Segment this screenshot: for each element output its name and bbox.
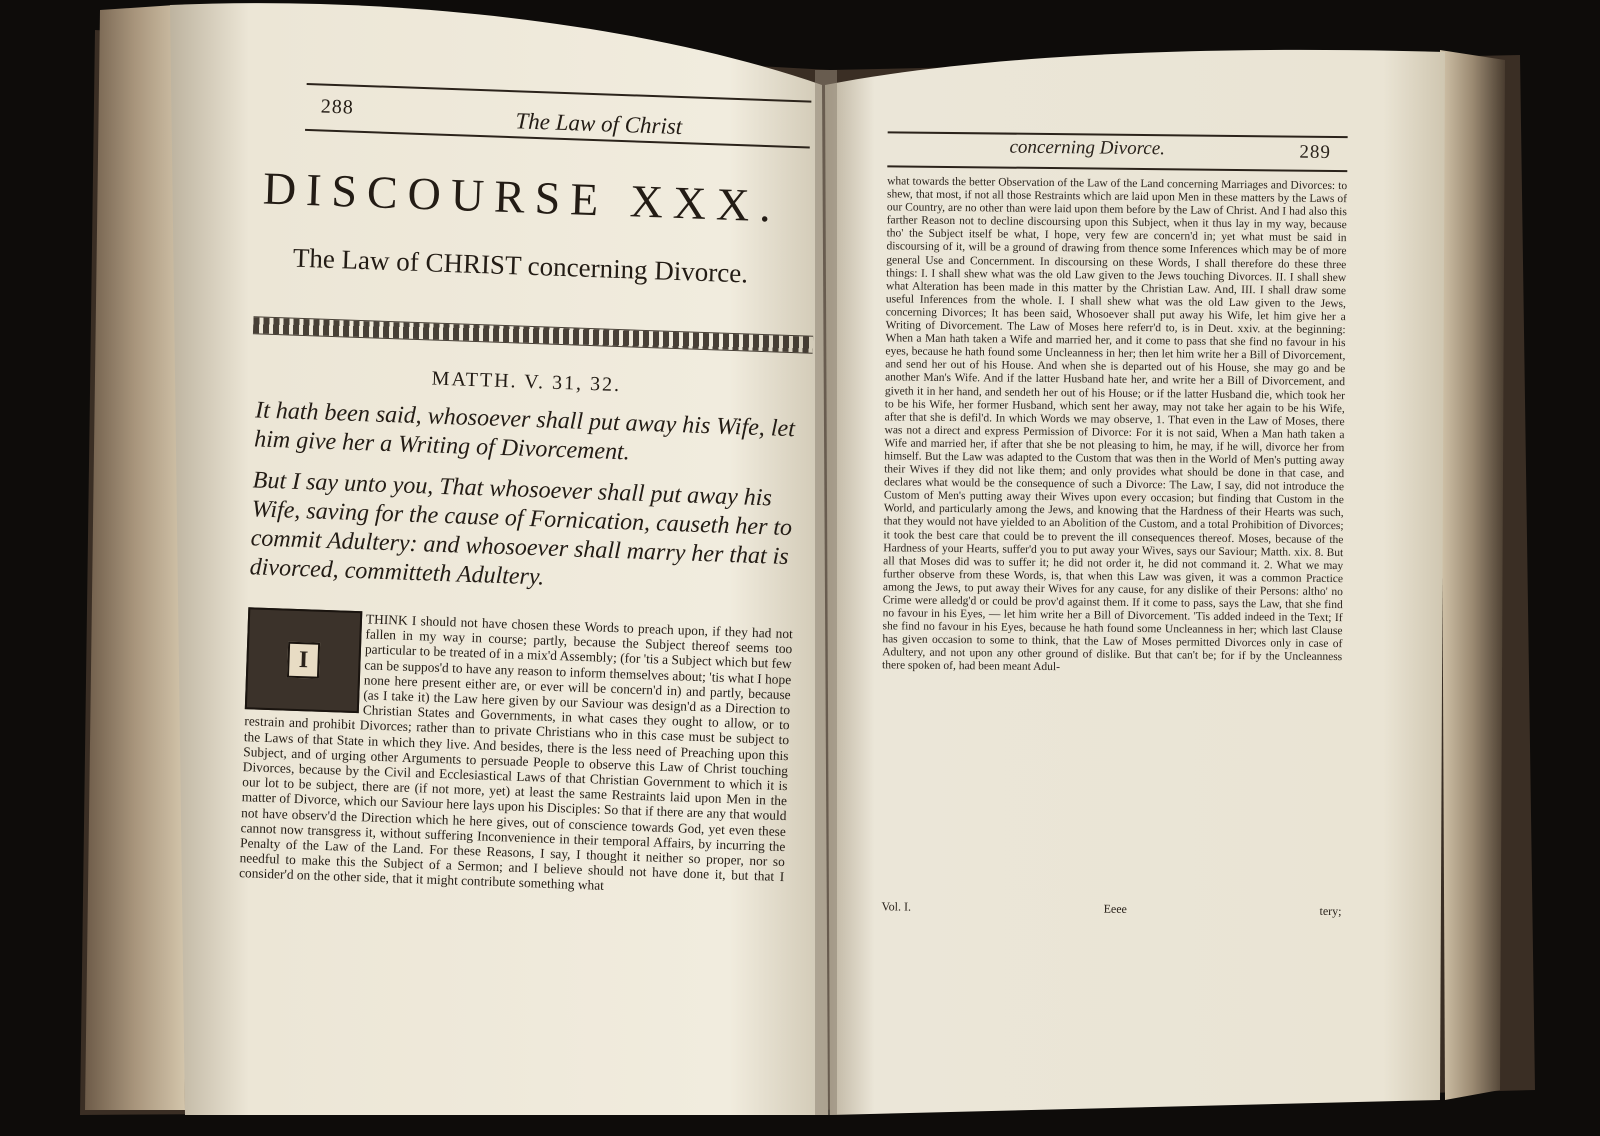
left-page <box>151 9 849 1121</box>
page-number-289: 289 <box>1299 141 1332 163</box>
discourse-subtitle: The Law of CHRIST concerning Divorce. <box>292 242 749 289</box>
right-page <box>840 57 1441 1103</box>
drop-cap-letter: I <box>287 642 320 679</box>
top-rule-left <box>307 83 812 103</box>
running-head-left: The Law of Christ <box>515 108 683 140</box>
running-head-right: concerning Divorce. <box>1009 136 1166 160</box>
decorated-initial <box>245 607 362 713</box>
body-text-left: THINK I should not have chosen these Words to preach upon, if they had not fallen in my way in course; partly, because the Subject thereof seems too particular to be treated of in a mix'd Assembly; (for 'tis a Subject which but few can be suppos'd to have any reason to inform themselves about; 'tis what I hope none here present either are, or ever will be concern'd in) and partly, because (as I take it) the Law here given by our Saviour was design'd as a Direction to Christian States and Governments, in what cases they ought to allow, or to restrain and prohibit Divorces; rather than to private Christians who in this case must be subject to the Laws of that State in which they live. And besides, there is the less need of Preaching upon this Subject, and of urging other Arguments to persuade People to observe this Law of Christ touching Divorces, because by the Civil and Ecclesiastical Laws of that Christian Government to which it is our lot to be subject, there are (if not more, yet) at least the same Restraints laid upon Men in the matter of Divorce, which our Saviour here lays upon his Disciples: So that if there are any that would not have observ'd the Direction which he here gives, out of conscience towards God, yet even these cannot now transgress it, without suffering Inconvenience in their temporal Affairs, by incurring the Penalty of the Law of the Land. For these Reasons, I say, I thought it neither so proper, nor so needful to make this the Subject of a Sermon; and I believe should not have done it, but that I consider'd on the other side, that it might contribute something what <box>238 611 794 894</box>
ornament-band <box>253 316 813 354</box>
volume-label: Vol. I. <box>881 899 912 914</box>
catchword: tery; <box>1319 903 1342 919</box>
page-footer <box>881 899 1341 919</box>
scripture-verse-1: It hath been said, whosoever shall put away his Wife, let him give her a Writing of Divorcement. <box>253 397 796 466</box>
head-rule-right <box>887 165 1347 172</box>
page-number-288: 288 <box>320 95 355 119</box>
discourse-title: DISCOURSE XXX. <box>262 162 782 232</box>
right-page-edges <box>1440 50 1505 1100</box>
signature-mark: Eeee <box>1103 901 1128 916</box>
body-text-right: what towards the better Observation of the Law of the Land concerning Marriages and Divorces: to shew, that most, if not all those Restraints which are laid upon Men in these matters by the Laws of our Country, are no other than were laid upon them before by the Law of Christ. And I had also this farther Reason not to decline discoursing upon this Subject, when it thus lay in my way, because tho' the Subject itself be what, I hope, very few are concern'd in; yet what must be said in discoursing of it, will be a ground of drawing from thence some Inferences which may be of more general Use and Concernment. In discoursing on these Words, I shall therefore do these three things: I. I shall shew what was the old Law given to the Jews touching Divorces. II. I shall shew what Alteration has been made in this matter by the Christian Law. And, III. I shall draw some useful Inferences from the whole. I. I shall shew what was the old Law given to the Jews, concerning Divorces; It has been said, Whosoever shall put away his Wife, let him give her a Writing of Divorcement. The Law of Moses here referr'd to, is in Deut. xxiv. at the beginning: When a Man hath taken a Wife and married her, and it come to pass that she find no favour in his eyes, because he hath found some Uncleanness in her; then let him write her a Bill of Divorcement, and send her out of his House. And when she is departed out of his House, she may go and be another Man's Wife. And if the latter Husband hate her, and write her a Bill of Divorcement, and giveth it in her hand, and sendeth her out of his House; or if the latter Husband die, which took her to be his Wife, her former Husband, which sent her away, may not take her again to be his Wife, after that she is defil'd. In which Words we may observe, 1. That even in the Law of Moses, there was not a direct and express Permission of Divorce: For it is not said, When a Man hath taken a Wife and married her, if after that she be not pleasing to him, he may, if he will, divorce her from himself. But the Law was adapted to the Custom that was then in the World of Men's putting away their Wives if they did not like them; and only provides what should be done in that case, and declares what would be the consequence of such a Divorce: The Law, I say, did not introduce the Custom of Men's putting away their Wives upon every occasion; but finding that Custom in the World, and particularly among the Jews, and knowing that the Hardness of their Hearts was such, that they would not have yielded to an Abolition of the Custom, and a total Prohibition of Divorces; it took the best care that could be to prevent the ill consequences thereof. Moses, because of the Hardness of your Hearts, suffer'd you to put away your Wives, says our Saviour; Matth. xix. 8. But all that Moses did was to suffer it; he did not order it, he did not command it. 2. What we may further observe from these Words, is, that when this Law was given, it was a common Practice among the Jews, to put away their Wives for any cause, for any dislike of their Persons: altho' no Crime were alledg'd or could be prov'd against them. If it come to pass, says the Law, that she find no favour in his Eyes, — let him write her a Bill of Divorcement. 'Tis added indeed in the Text; If she find no favour in his Eyes, because he hath found some Uncleanness in her; which last Clause has given occasion to some to think, that the Law of Moses permitted Divorces only in case of Adultery, and not upon any other ground of dislike. But that can't be; for if by the Uncleanness there spoken of, had been meant Adul- <box>882 175 1348 674</box>
scripture-reference: MATTH. V. 31, 32. <box>431 367 622 397</box>
scripture-verse-2: But I say unto you, That whosoever shall put away his Wife, saving for the cause of Fornication, causeth her to commit Adultery: and whosoever shall marry her that is divorced, committeth Adultery. <box>249 467 793 591</box>
